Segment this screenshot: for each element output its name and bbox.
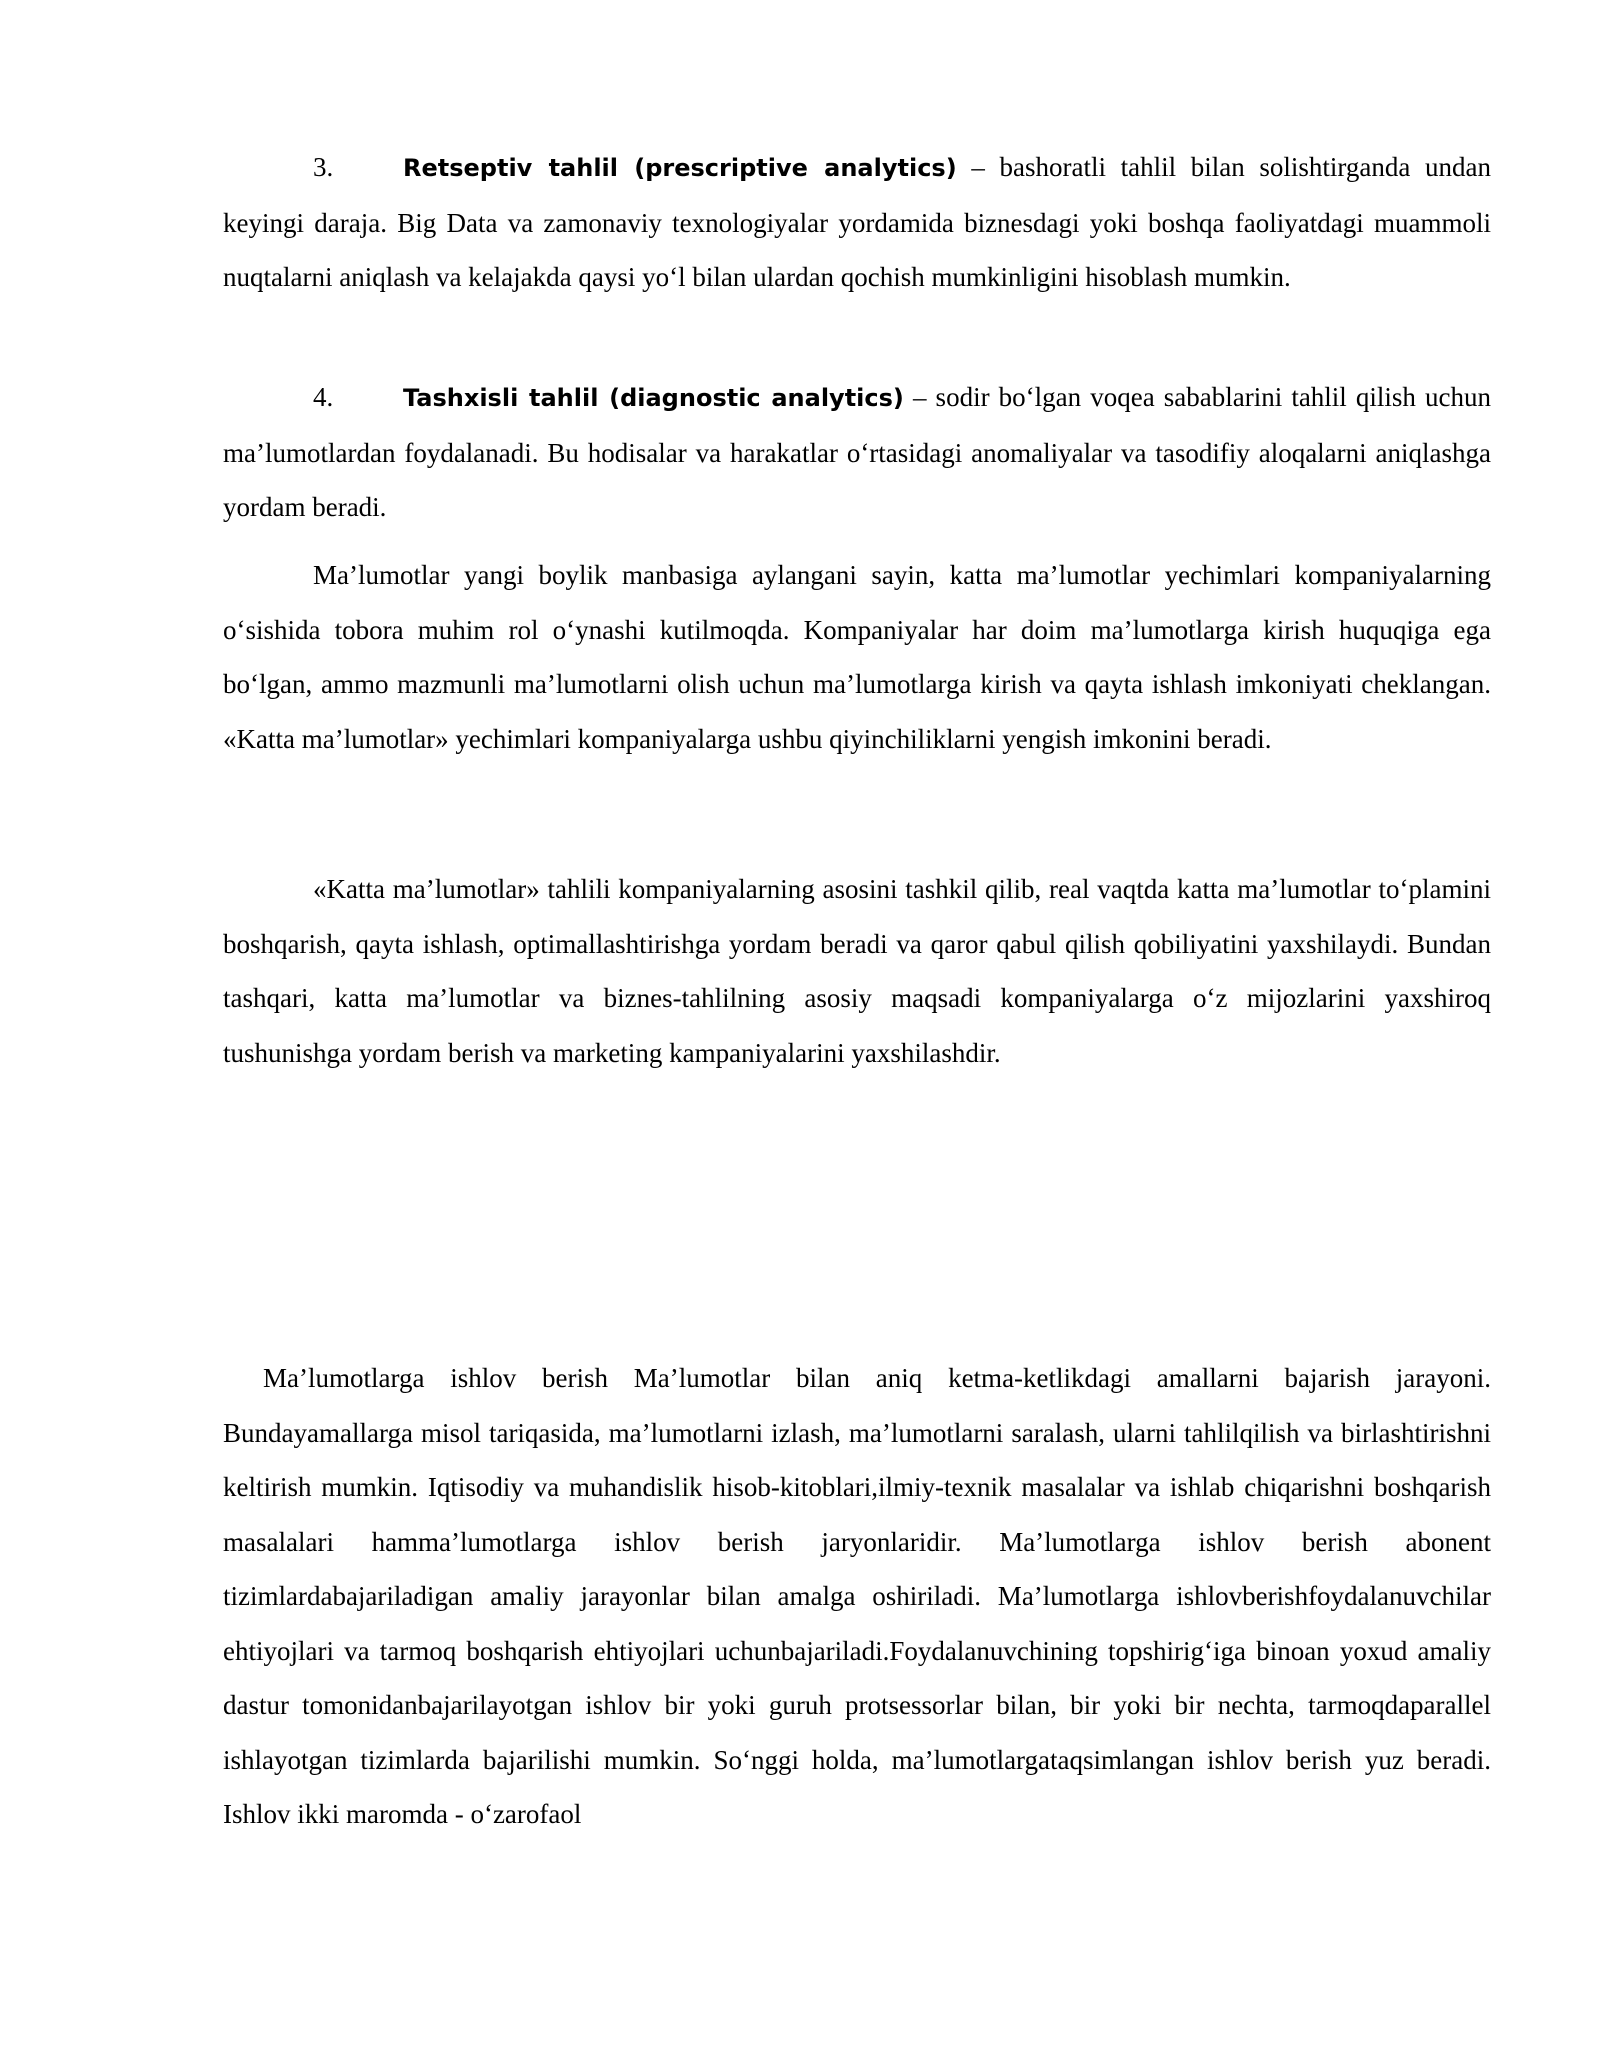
paragraph-big-data-analysis: «Katta ma’lumotlar» tahlili kompaniyalarning asosini tashkil qilib, real vaqtda katta ma’lumotlar to‘plamini boshqarish, qayta ishlash, optimallashtirishga yordam beradi va qaror qabul qilish qobiliyatini yaxshilaydi. Bundan tashqari, katta ma’lumotlar va biznes-tahlilning asosiy maqsadi kompaniyalarga o‘z mijozlarini yaxshiroq tushunishga yordam berish va marketing kampaniyalarini yaxshilashdir. xyxy=(223,874,1491,1068)
list-item-term: Tashxisli tahlil (diagnostic analytics) xyxy=(403,384,904,412)
list-item-term: Retseptiv tahlil (prescriptive analytics) xyxy=(403,154,957,182)
list-item-number: 3. xyxy=(313,152,334,182)
list-item-diagnostic xyxy=(223,370,1491,535)
paragraph-data-wealth: Ma’lumotlar yangi boylik manbasiga aylangani sayin, katta ma’lumotlar yechimlari kompaniyalarning o‘sishida tobora muhim rol o‘ynashi kutilmoqda. Kompaniyalar har doim ma’lumotlarga kirish huquqiga ega bo‘lgan, ammo mazmunli ma’lumotlarni olish uchun ma’lumotlarga kirish va qayta ishlash imkoniyati cheklangan. «Katta ma’lumotlar» yechimlari kompaniyalarga ushbu qiyinchiliklarni yengish imkonini beradi. xyxy=(223,560,1491,754)
list-item-number: 4. xyxy=(313,382,334,412)
list-item-text: – sodir bo‘lgan voqea sabablarini tahlil qilish uchun ma’lumotlardan foydalanadi. Bu hodisalar va harakatlar o‘rtasidagi anomaliyalar va tasodifiy aloqalarni aniqlashga yordam beradi. xyxy=(223,382,1491,522)
list-item-text: – bashoratli tahlil bilan solishtirganda undan keyingi daraja. Big Data va zamonaviy texnologiyalar yordamida biznesdagi yoki boshqa faoliyatdagi muammoli nuqtalarni aniqlash va kelajakda qaysi yo‘l bilan ulardan qochish mumkinligini hisoblash mumkin. xyxy=(223,152,1491,292)
paragraph-data-processing: Ma’lumotlarga ishlov berish Ma’lumotlar bilan aniq ketma-ketlikdagi amallarni bajarish jarayoni. Bundayamallarga misol tariqasida, ma’lumotlarni izlash, ma’lumotlarni saralash, ularni tahlilqilish va birlashtirishni keltirish mumkin. Iqtisodiy va muhandislik hisob-kitoblari,ilmiy-texnik masalalar va ishlab chiqarishni boshqarish masalalari hamma’lumotlarga ishlov berish jaryonlaridir. Ma’lumotlarga ishlov berish abonent tizimlardabajariladigan amaliy jarayonlar bilan amalga oshiriladi. Ma’lumotlarga ishlovberishfoydalanuvchilar ehtiyojlari va tarmoq boshqarish ehtiyojlari uchunbajariladi.Foydalanuvchining topshirig‘iga binoan yoxud amaliy dastur tomonidanbajarilayotgan ishlov bir yoki guruh protsessorlar bilan, bir yoki bir nechta, tarmoqdaparallel ishlayotgan tizimlarda bajarilishi mumkin. So‘nggi holda, ma’lumotlargataqsimlangan ishlov berish yuz beradi. Ishlov ikki maromda - o‘zarofaol xyxy=(223,1363,1491,1829)
list-item-prescriptive xyxy=(223,140,1491,305)
